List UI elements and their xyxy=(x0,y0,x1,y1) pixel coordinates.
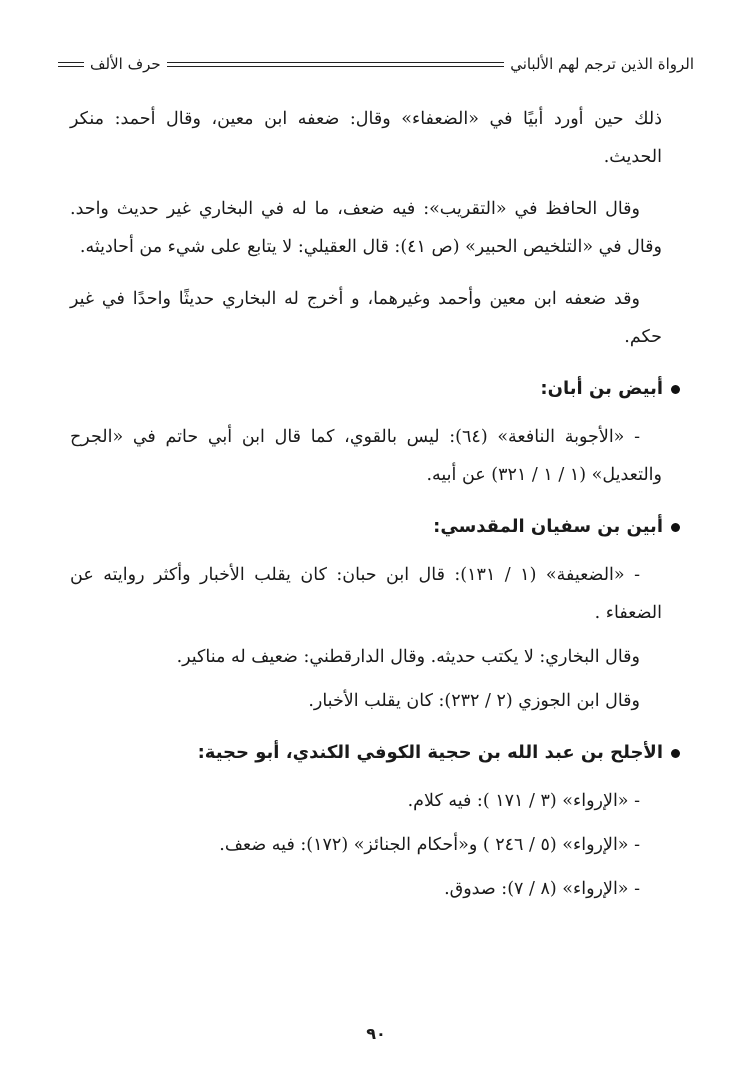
bullet-icon xyxy=(671,749,680,758)
page-number: ٩٠ xyxy=(366,1024,386,1043)
section-title: حرف الألف xyxy=(90,55,161,73)
narrator-heading xyxy=(70,370,680,408)
narrator-name: أبين بن سفيان المقدسي: xyxy=(433,516,663,537)
header-rule xyxy=(167,62,505,67)
citation-line: - «الإرواء» (٥ / ٢٤٦ ) و«أحكام الجنائز» (١٧٢): فيه ضعف. xyxy=(219,835,640,855)
narrator-name: الأجلح بن عبد الله بن حجية الكوفي الكندي، أبو حجية: xyxy=(197,742,663,763)
citation-line: - «الإرواء» (٨ / ٧): صدوق. xyxy=(444,879,640,899)
citation-line: وقال البخاري: لا يكتب حديثه. وقال الدارقطني: ضعيف له مناكير. xyxy=(176,647,640,667)
paragraph: وقد ضعفه ابن معين وأحمد وغيرهما، و أخرج له البخاري حديثًا واحدًا في غير حكم. xyxy=(70,289,662,347)
bullet-icon xyxy=(671,385,680,394)
page-body xyxy=(70,100,662,914)
narrator-heading xyxy=(70,508,680,546)
narrator-name: أبيض بن أبان: xyxy=(540,378,663,399)
citation-line: وقال ابن الجوزي (٢ / ٢٣٢): كان يقلب الأخبار. xyxy=(308,691,640,711)
paragraph: ذلك حين أورد أبيًا في «الضعفاء» وقال: ضعفه ابن معين، وقال أحمد: منكر الحديث. xyxy=(70,109,662,167)
citation-line: - «الضعيفة» (١ / ١٣١): قال ابن حبان: كان يقلب الأخبار وأكثر روايته عن الضعفاء . xyxy=(70,565,662,623)
running-header xyxy=(58,50,694,78)
section-dash xyxy=(58,62,84,67)
bullet-icon xyxy=(671,523,680,532)
narrator-heading xyxy=(70,734,680,772)
book-title: الرواة الذين ترجم لهم الألباني xyxy=(510,55,694,73)
citation-line: - «الإرواء» (٣ / ١٧١ ): فيه كلام. xyxy=(407,791,640,811)
paragraph: وقال الحافظ في «التقريب»: فيه ضعف، ما له في البخاري غير حديث واحد. وقال في «التلخيص الحبير» (ص ٤١): قال العقيلي: لا يتابع على شيء من أحاديثه. xyxy=(70,199,662,257)
citation-line: - «الأجوبة النافعة» (٦٤): ليس بالقوي، كما قال ابن أبي حاتم في «الجرح والتعديل» (١ / ١ / ٣٢١) عن أبيه. xyxy=(70,427,662,485)
